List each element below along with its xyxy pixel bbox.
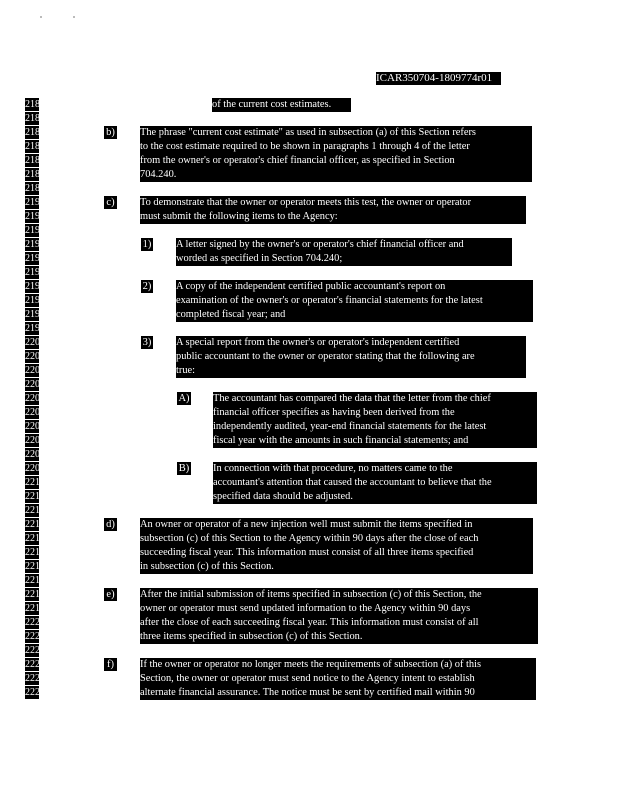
text-line: three items specified in subsection (c) of this Section. bbox=[140, 630, 363, 642]
continued-text bbox=[212, 98, 351, 112]
line-number: 2222 bbox=[25, 645, 45, 656]
subsection-label-c: c) bbox=[104, 196, 117, 209]
text-line: specified data should be adjusted. bbox=[213, 490, 353, 502]
line-number: 2207 bbox=[25, 435, 45, 446]
text-line: true: bbox=[176, 364, 196, 376]
line-number: 2221 bbox=[25, 631, 45, 642]
line-number: 2204 bbox=[25, 393, 45, 404]
text-line: To demonstrate that the owner or operator meets this test, the owner or operator bbox=[140, 197, 472, 208]
text-line: after the close of each succeeding fiscal year. This information must consist of all bbox=[140, 616, 479, 628]
paragraph-b bbox=[140, 126, 532, 182]
subsection-label-b: b) bbox=[104, 126, 117, 139]
line-number: 2190 bbox=[25, 197, 45, 208]
line-number: 2197 bbox=[25, 295, 45, 306]
line-number: 2219 bbox=[25, 603, 45, 614]
text-line: alternate financial assurance. The notice must be sent by certified mail within 90 bbox=[140, 686, 475, 698]
line-number: 2210 bbox=[25, 477, 45, 488]
subsection-label-d: d) bbox=[104, 518, 117, 531]
text-line: A special report from the owner's or operator's independent certified bbox=[176, 337, 460, 348]
line-number: 2206 bbox=[25, 421, 45, 432]
line-number: 2189 bbox=[25, 183, 45, 194]
subitem-B bbox=[213, 462, 537, 504]
line-number: 2220 bbox=[25, 617, 45, 628]
item-label-2: 2) bbox=[142, 281, 152, 292]
line-number: 2205 bbox=[25, 407, 45, 418]
text-line: Section, the owner or operator must send notice to the Agency intent to establish bbox=[140, 672, 475, 684]
line-number: 2187 bbox=[25, 155, 45, 166]
line-number: 2215 bbox=[25, 547, 45, 558]
text-line: An owner or operator of a new injection well must submit the items specified in bbox=[140, 519, 473, 530]
text-line: from the owner's or operator's chief financial officer, as specified in Section bbox=[140, 154, 455, 166]
line-number: 2214 bbox=[25, 533, 45, 544]
line-number: 2209 bbox=[25, 463, 45, 474]
text-line: worded as specified in Section 704.240; bbox=[176, 252, 343, 264]
line-number: 2199 bbox=[25, 323, 45, 334]
paragraph-e bbox=[140, 588, 538, 644]
line-number: 2195 bbox=[25, 267, 45, 278]
scan-speck bbox=[40, 16, 42, 18]
line-number: 2225 bbox=[25, 687, 45, 698]
line-number: 2192 bbox=[25, 225, 45, 236]
line-number: 2201 bbox=[25, 351, 45, 362]
line-number: 2208 bbox=[25, 449, 45, 460]
document-code-header: ICAR350704-1809774r01 bbox=[376, 72, 501, 85]
text-line: succeeding fiscal year. This information must consist of all three items specified bbox=[140, 546, 474, 558]
line-number: 2183 bbox=[25, 99, 45, 110]
line-number: 2216 bbox=[25, 561, 45, 572]
item-3 bbox=[176, 336, 526, 378]
scan-speck bbox=[73, 16, 75, 18]
text-line: accountant's attention that caused the accountant to believe that the bbox=[213, 476, 492, 488]
subitem-A bbox=[213, 392, 537, 448]
subitem-label-A: A) bbox=[178, 393, 190, 404]
line-number: 2196 bbox=[25, 281, 45, 292]
line-number: 2223 bbox=[25, 659, 45, 670]
line-number: 2218 bbox=[25, 589, 45, 600]
text-line: fiscal year with the amounts in such financial statements; and bbox=[213, 434, 469, 446]
item-label-1: 1) bbox=[142, 239, 152, 250]
item-2 bbox=[176, 280, 533, 322]
text-line: must submit the following items to the Agency: bbox=[140, 210, 338, 222]
line-number: 2185 bbox=[25, 127, 45, 138]
line-number: 2198 bbox=[25, 309, 45, 320]
line-number: 2217 bbox=[25, 575, 45, 586]
text-line: In connection with that procedure, no matters came to the bbox=[213, 463, 453, 474]
text-line: public accountant to the owner or operator stating that the following are bbox=[176, 350, 475, 362]
paragraph-d bbox=[140, 518, 533, 574]
text-line: If the owner or operator no longer meets the requirements of subsection (a) of this bbox=[140, 659, 482, 670]
subsection-label-f: f) bbox=[104, 658, 117, 671]
text-line: completed fiscal year; and bbox=[176, 308, 286, 320]
line-number: 2194 bbox=[25, 253, 45, 264]
text-line: A letter signed by the owner's or operator's chief financial officer and bbox=[176, 239, 464, 250]
text-line: independently audited, year-end financial statements for the latest bbox=[213, 420, 487, 432]
item-1 bbox=[176, 238, 512, 266]
subsection-label-e: e) bbox=[104, 588, 117, 601]
subitem-label-B: B) bbox=[178, 463, 190, 474]
text-line: subsection (c) of this Section to the Agency within 90 days after the close of each bbox=[140, 532, 479, 544]
paragraph-f bbox=[140, 658, 536, 700]
text-line: in subsection (c) of this Section. bbox=[140, 560, 274, 572]
text-line: of the current cost estimates. bbox=[212, 99, 332, 110]
text-line: owner or operator must send updated information to the Agency within 90 days bbox=[140, 602, 471, 614]
paragraph-c bbox=[140, 196, 526, 224]
text-line: The accountant has compared the data that the letter from the chief bbox=[213, 393, 491, 404]
line-number: 2203 bbox=[25, 379, 45, 390]
text-line: 704.240. bbox=[140, 168, 177, 180]
line-number: 2200 bbox=[25, 337, 45, 348]
line-number: 2184 bbox=[25, 113, 45, 124]
text-line: financial officer specifies as having been derived from the bbox=[213, 406, 455, 418]
text-line: to the cost estimate required to be shown in paragraphs 1 through 4 of the letter bbox=[140, 140, 470, 152]
line-number: 2213 bbox=[25, 519, 45, 530]
line-number: 2212 bbox=[25, 505, 45, 516]
line-number: 2193 bbox=[25, 239, 45, 250]
line-number: 2188 bbox=[25, 169, 45, 180]
text-line: A copy of the independent certified public accountant's report on bbox=[176, 281, 446, 292]
line-number: 2224 bbox=[25, 673, 45, 684]
text-line: The phrase "current cost estimate" as used in subsection (a) of this Section refers bbox=[140, 127, 476, 138]
text-line: examination of the owner's or operator's financial statements for the latest bbox=[176, 294, 483, 306]
line-number: 2186 bbox=[25, 141, 45, 152]
line-number: 2211 bbox=[25, 491, 45, 502]
text-line: After the initial submission of items specified in subsection (c) of this Section, the bbox=[140, 589, 482, 600]
item-label-3: 3) bbox=[142, 337, 152, 348]
line-number: 2191 bbox=[25, 211, 45, 222]
line-number: 2202 bbox=[25, 365, 45, 376]
